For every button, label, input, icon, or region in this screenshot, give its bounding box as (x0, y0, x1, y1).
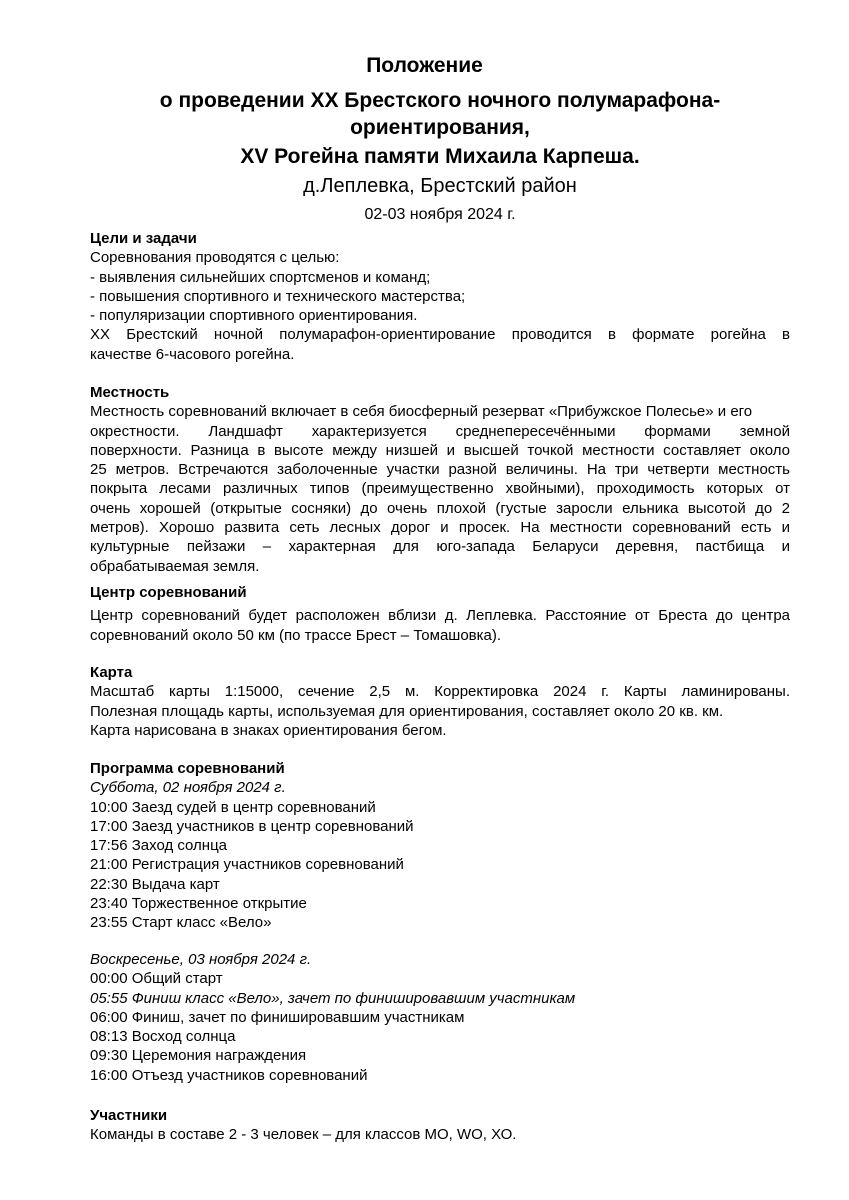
paragraph-line: соревнований около 50 км (по трассе Брест – Томашовка). (90, 626, 502, 644)
paragraph-line: очень хорошей (открытые сосняки) до очень плохой (густые заросли ельника высотой до 2 (90, 499, 790, 517)
paragraph-line: поверхности. Разница в высоте между низшей и высшей точкой местности составляет около (90, 441, 790, 459)
program-item: 05:55 Финиш класс «Вело», зачет по финишировавшим участникам (90, 989, 576, 1007)
section-heading: Местность (90, 384, 170, 401)
paragraph-line: Карта нарисована в знаках ориентирования бегом. (90, 721, 447, 739)
paragraph-line: - выявления сильнейших спортсменов и команд; (90, 268, 431, 286)
program-item: 23:55 Старт класс «Вело» (90, 914, 272, 932)
document-title: Положение (366, 54, 483, 77)
paragraph-line: культурные пейзажи – характерная для юго-запада Беларуси деревня, пастбища и (90, 538, 790, 556)
program-item: 06:00 Финиш, зачет по финишировавшим участникам (90, 1008, 465, 1026)
paragraph-line: Команды в составе 2 - 3 человек – для классов МО, WO, ХО. (90, 1126, 517, 1144)
section-center (90, 583, 790, 645)
paragraph-line: XX Брестский ночной полумарафон-ориентирование проводится в формате рогейна в (90, 326, 790, 344)
section-program-sunday (90, 950, 790, 1085)
program-item: 00:00 Общий старт (90, 970, 223, 988)
paragraph-line: окрестности. Ландшафт характеризуется среднепересечёнными формами земной (90, 422, 790, 440)
paragraph-line: Центр соревнований будет расположен вблизи д. Леплевка. Расстояние от Бреста до центра (90, 607, 790, 625)
paragraph-line: Местность соревнований включает в себя биосферный резерват «Прибужское Полесье» и его (90, 403, 753, 421)
program-item: 17:56 Заход солнца (90, 837, 228, 855)
program-day-saturday: Суббота, 02 ноября 2024 г. (90, 779, 286, 797)
section-heading: Карта (90, 664, 133, 681)
paragraph-line: - популяризации спортивного ориентирования. (90, 307, 418, 325)
section-heading: Центр соревнований (90, 584, 247, 601)
event-dates: 02-03 ноября 2024 г. (364, 206, 516, 223)
subtitle-line-1: о проведении XX Брестского ночного полумарафона- (159, 89, 721, 112)
section-heading: Программа соревнований (90, 760, 285, 777)
program-item: 22:30 Выдача карт (90, 875, 220, 893)
paragraph-line: обрабатываемая земля. (90, 557, 260, 575)
program-item: 10:00 Заезд судей в центр соревнований (90, 798, 376, 816)
subtitle-line-2: ориентирования, (350, 116, 530, 139)
paragraph-line: 25 метров. Встречаются заболоченные участки разной величины. На три четверти местность (90, 461, 790, 479)
program-item: 23:40 Торжественное открытие (90, 895, 307, 913)
paragraph-line: качестве 6-часового рогейна. (90, 345, 295, 363)
program-item: 08:13 Восход солнца (90, 1028, 236, 1046)
paragraph-line: Масштаб карты 1:15000, сечение 2,5 м. Корректировка 2024 г. Карты ламинированы. (90, 683, 790, 701)
paragraph-line: Соревнования проводятся с целью: (90, 249, 340, 267)
paragraph-line: покрыта лесами различных типов (преимущественно хвойными), проходимость которых от (90, 480, 790, 498)
section-participants (90, 1106, 790, 1145)
section-map (90, 663, 790, 740)
program-item: 17:00 Заезд участников в центр соревнований (90, 817, 414, 835)
section-heading: Участники (90, 1107, 168, 1124)
section-heading: Цели и задачи (90, 230, 197, 247)
section-program (90, 759, 790, 933)
paragraph-line: - повышения спортивного и технического мастерства; (90, 287, 466, 305)
document-subtitle (100, 87, 780, 141)
section-terrain (90, 383, 790, 576)
paragraph-line: Полезная площадь карты, используемая для ориентирования, составляет около 20 кв. км. (90, 702, 724, 720)
program-item: 21:00 Регистрация участников соревнований (90, 856, 404, 874)
program-item: 09:30 Церемония награждения (90, 1047, 307, 1065)
program-day-sunday: Воскресенье, 03 ноября 2024 г. (90, 951, 312, 968)
event-location: д.Леплевка, Брестский район (303, 175, 577, 197)
subtitle-line-3: XV Рогейна памяти Михаила Карпеша. (240, 145, 640, 168)
program-item: 16:00 Отъезд участников соревнований (90, 1066, 368, 1084)
paragraph-line: метров). Хорошо развита сеть лесных дорог и просек. На местности соревнований есть и (90, 519, 790, 537)
section-goals (90, 229, 790, 364)
